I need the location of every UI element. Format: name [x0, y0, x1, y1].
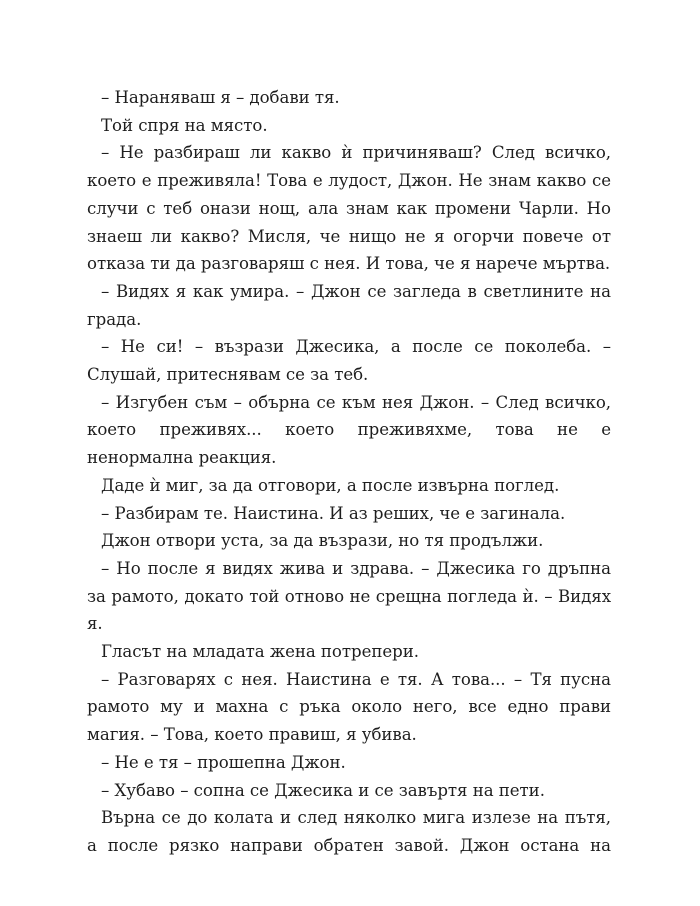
paragraph: – Не си! – възрази Джесика, а после се поколеба. – Слушай, притеснявам се за теб. [87, 337, 611, 385]
paragraph: – Хубаво – сопна се Джесика и се завъртя на пети. [101, 780, 545, 800]
paragraph: – Разбирам те. Наистина. И аз реших, че е загинала. [101, 503, 566, 523]
paragraph: – Изгубен съм – обърна се към нея Джон. – След всичко, което преживях... което преживяхме, това не е ненормална реакция. [87, 392, 611, 468]
body-text [87, 84, 611, 860]
paragraph: Върна се до колата и след няколко мига излезе на пътя, а после рязко направи обратен завой. Джон остана на [87, 808, 611, 855]
paragraph: – Видях я как умира. – Джон се загледа в светлините на града. [87, 281, 611, 329]
paragraph: – Разговарях с нея. Наистина е тя. А това... – Тя пусна рамото му и махна с ръка около него, все едно прави магия. – Това, което правиш, я убива. [87, 669, 611, 745]
paragraph: Джон отвори уста, за да възрази, но тя продължи. [101, 531, 544, 551]
paragraph: – Нараняваш я – добави тя. [101, 88, 340, 107]
paragraph: – Не разбираш ли какво ѝ причиняваш? След всичко, което е преживяла! Това е лудост, Джон. Не знам какво се случи с теб онази нощ, ала знам как промени Чарли. Но знаеш ли какво? Мисля, че нищо не я огорчи повече от отказа ти да разговаряш с нея. И това, че я нарече мъртва. [87, 143, 611, 274]
paragraph: Даде ѝ миг, за да отговори, а после извърна поглед. [101, 475, 560, 495]
paragraph: – Но после я видях жива и здрава. – Джесика го дръпна за рамото, докато той отново не срещна погледа ѝ. – Видях я. [87, 558, 611, 634]
paragraph: Той спря на място. [101, 115, 268, 135]
paragraph: Гласът на младата жена потрепери. [101, 642, 419, 662]
paragraph: – Не е тя – прошепна Джон. [101, 752, 346, 772]
